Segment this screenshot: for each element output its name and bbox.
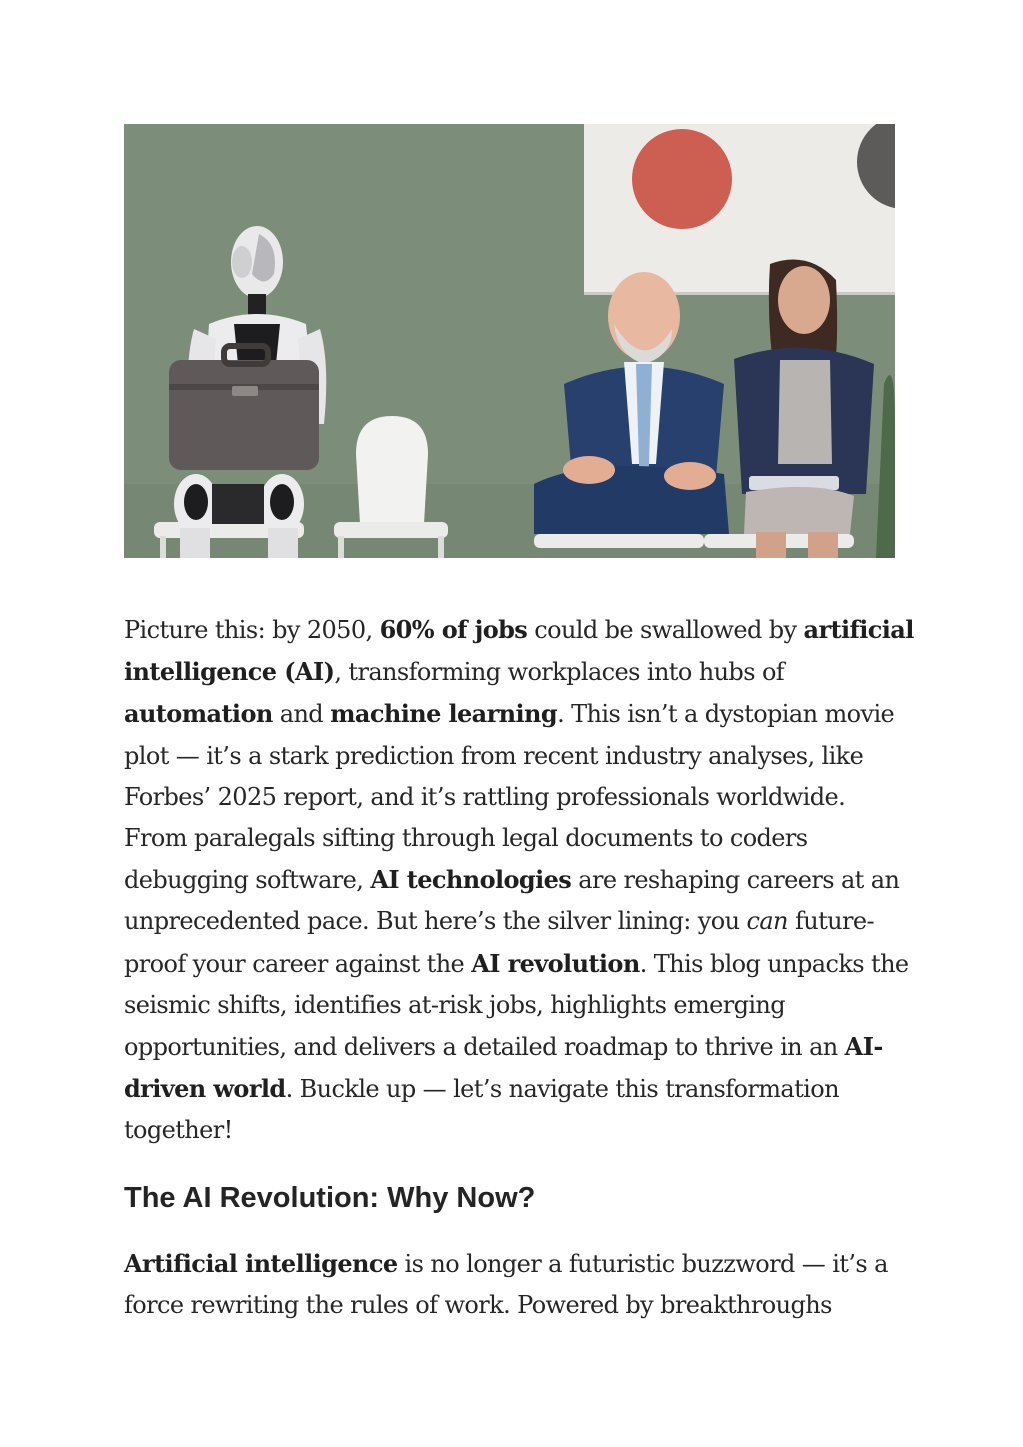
intro-text-6: are reshaping careers at an unprecedented pace. But here’s the silver lining: you [124, 866, 900, 936]
robot-waiting-room-illustration [124, 124, 895, 558]
intro-text-5: . This isn’t a dystopian movie plot — it’s a stark prediction from recent industry analyses, like Forbes’ 2025 report, and it’s rattling professionals worldwide. From paralegals sifting through legal documents to coders debugging software, [124, 700, 895, 895]
wall-art-frame [584, 124, 895, 294]
intro-text-2: could be swallowed by [527, 616, 804, 644]
hero-image [124, 124, 895, 558]
intro-bold-ai-technologies: AI technologies [370, 865, 572, 895]
intro-text-7: future-proof your career against the [124, 907, 874, 978]
section-text-1: is no longer a futuristic buzzword — it’s a force rewriting the rules of work. Powered by breakthroughs [124, 1250, 888, 1320]
intro-text-9: . Buckle up — let’s navigate this transformation together! [124, 1075, 839, 1145]
section-paragraph [124, 1243, 914, 1326]
intro-text-8: . This blog unpacks the seismic shifts, identifies at-risk jobs, highlights emerging opportunities, and delivers a detailed roadmap to thrive in an [124, 949, 909, 1062]
intro-italic-can: can [746, 907, 788, 936]
briefcase [169, 360, 319, 470]
intro-text-3: , transforming workplaces into hubs of [334, 658, 785, 687]
intro-paragraph [124, 609, 914, 1152]
intro-bold-machine-learning: machine learning [330, 699, 558, 729]
section-heading: The AI Revolution: Why Now? [124, 1182, 536, 1214]
intro-bold-60-percent: 60% of jobs [379, 615, 528, 644]
intro-bold-ai-driven-world: AI-driven world [124, 1032, 883, 1104]
intro-bold-automation: automation [124, 699, 273, 729]
intro-text-4: and [272, 700, 331, 729]
intro-text [124, 609, 914, 1152]
wall-art-red-circle [632, 129, 732, 229]
intro-text-1: Picture this: by 2050, [124, 616, 380, 644]
man-chair [534, 534, 704, 548]
intro-bold-ai: artificial intelligence (AI) [124, 615, 914, 687]
intro-bold-ai-revolution: AI revolution [471, 948, 640, 978]
section-bold-ai: Artificial intelligence [124, 1249, 398, 1278]
